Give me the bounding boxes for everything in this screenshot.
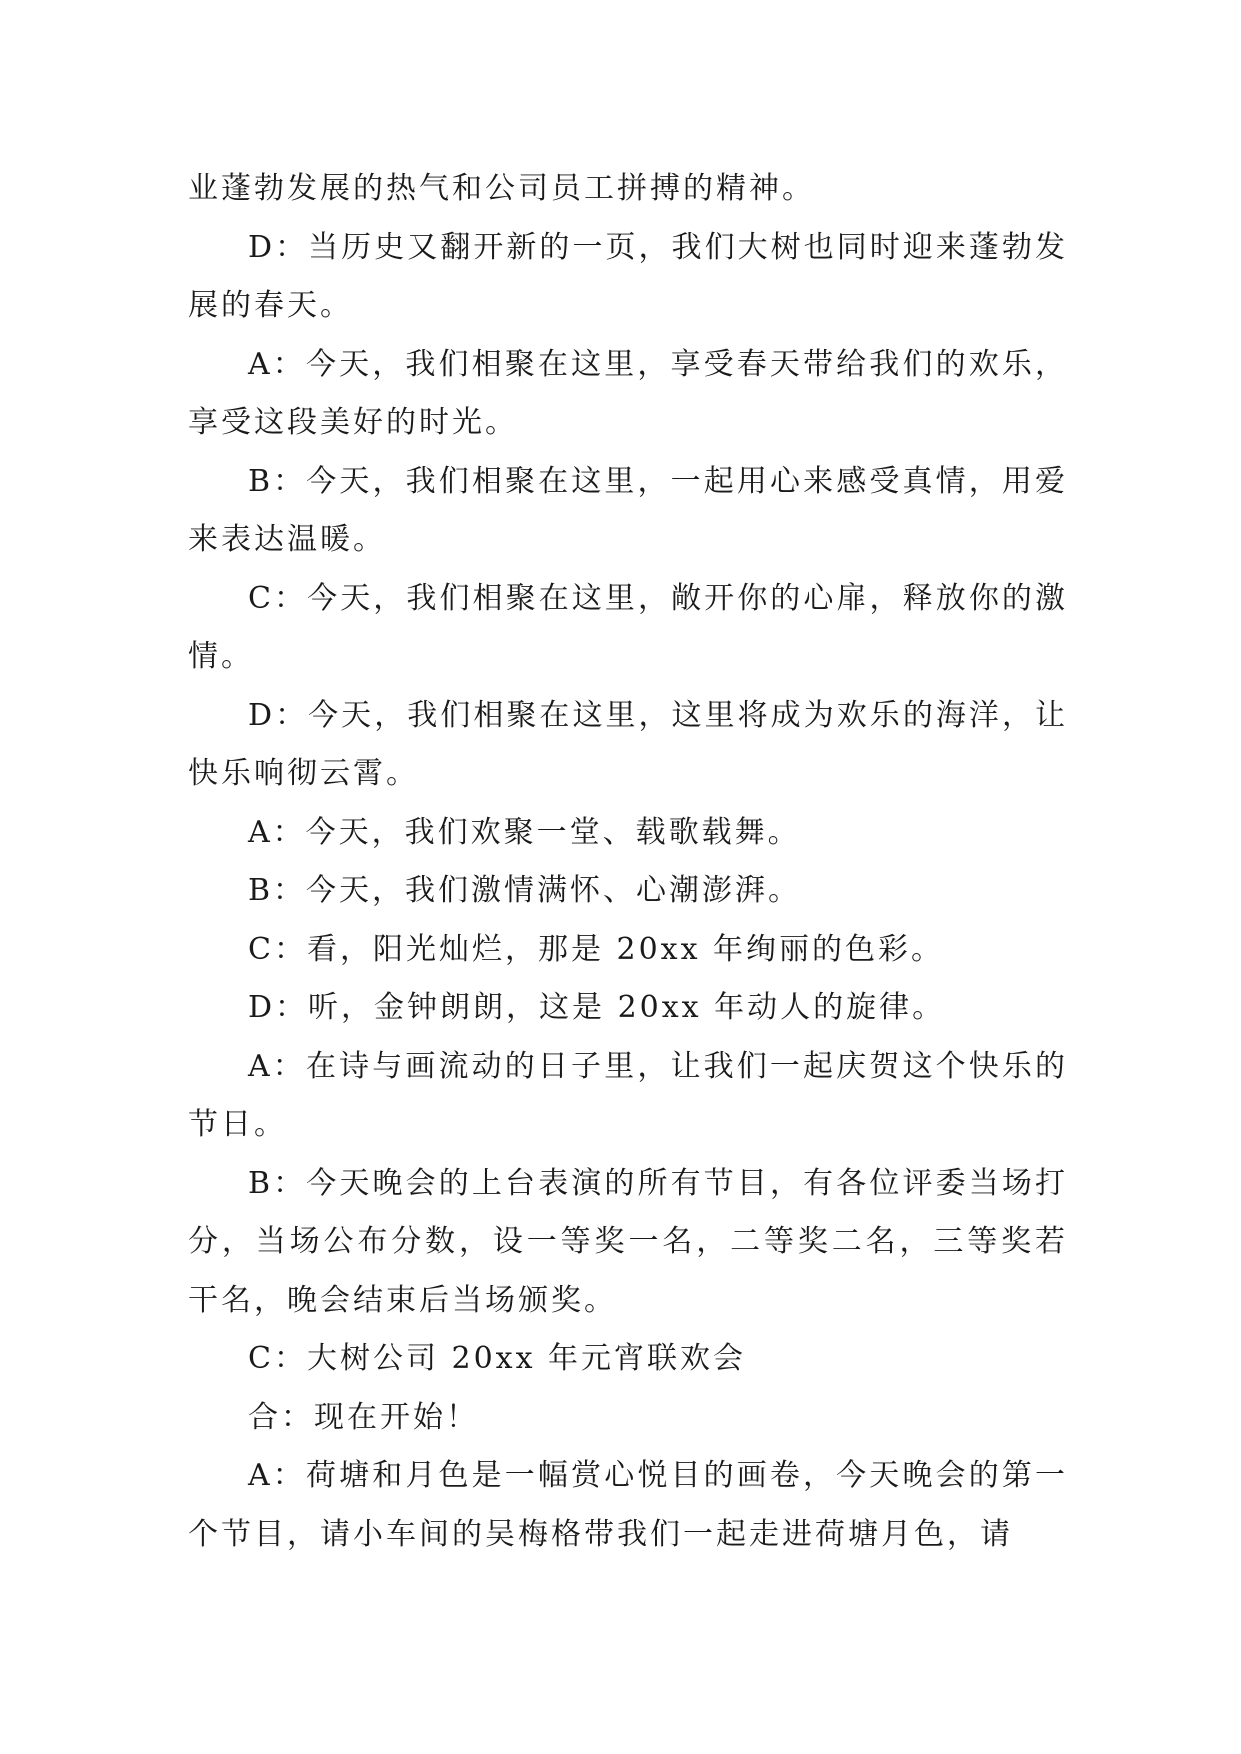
paragraph: D：今天，我们相聚在这里，这里将成为欢乐的海洋，让快乐响彻云霄。 xyxy=(188,697,1068,791)
paragraph: C：大树公司 20xx 年元宵联欢会 xyxy=(248,1341,747,1376)
paragraph: 合：现在开始！ xyxy=(248,1399,479,1435)
document-body xyxy=(188,160,1068,1564)
paragraph: A：荷塘和月色是一幅赏心悦目的画卷，今天晚会的第一个节目，请小车间的吴梅格带我们一起走进荷塘月色，请 xyxy=(188,1458,1068,1552)
paragraph: A：今天，我们相聚在这里，享受春天带给我们的欢乐，享受这段美好的时光。 xyxy=(188,346,1068,440)
paragraph: D：听，金钟朗朗，这是 20xx 年动人的旋律。 xyxy=(248,990,946,1025)
paragraph: A：今天，我们欢聚一堂、载歌载舞。 xyxy=(248,814,801,850)
paragraph: B：今天晚会的上台表演的所有节目，有各位评委当场打分，当场公布分数，设一等奖一名，二等奖二名，三等奖若干名，晚会结束后当场颁奖。 xyxy=(188,1165,1068,1318)
paragraph: 业蓬勃发展的热气和公司员工拼搏的精神。 xyxy=(188,171,815,206)
paragraph: D：当历史又翻开新的一页，我们大树也同时迎来蓬勃发展的春天。 xyxy=(188,229,1068,323)
paragraph: C：看，阳光灿烂，那是 20xx 年绚丽的色彩。 xyxy=(248,931,945,967)
paragraph: B：今天，我们相聚在这里，一起用心来感受真情，用爱来表达温暖。 xyxy=(188,463,1068,557)
paragraph: C：今天，我们相聚在这里，敞开你的心扉，释放你的激情。 xyxy=(188,580,1068,674)
paragraph: B：今天，我们激情满怀、心潮澎湃。 xyxy=(248,873,802,908)
paragraph: A：在诗与画流动的日子里，让我们一起庆贺这个快乐的节日。 xyxy=(188,1048,1068,1142)
